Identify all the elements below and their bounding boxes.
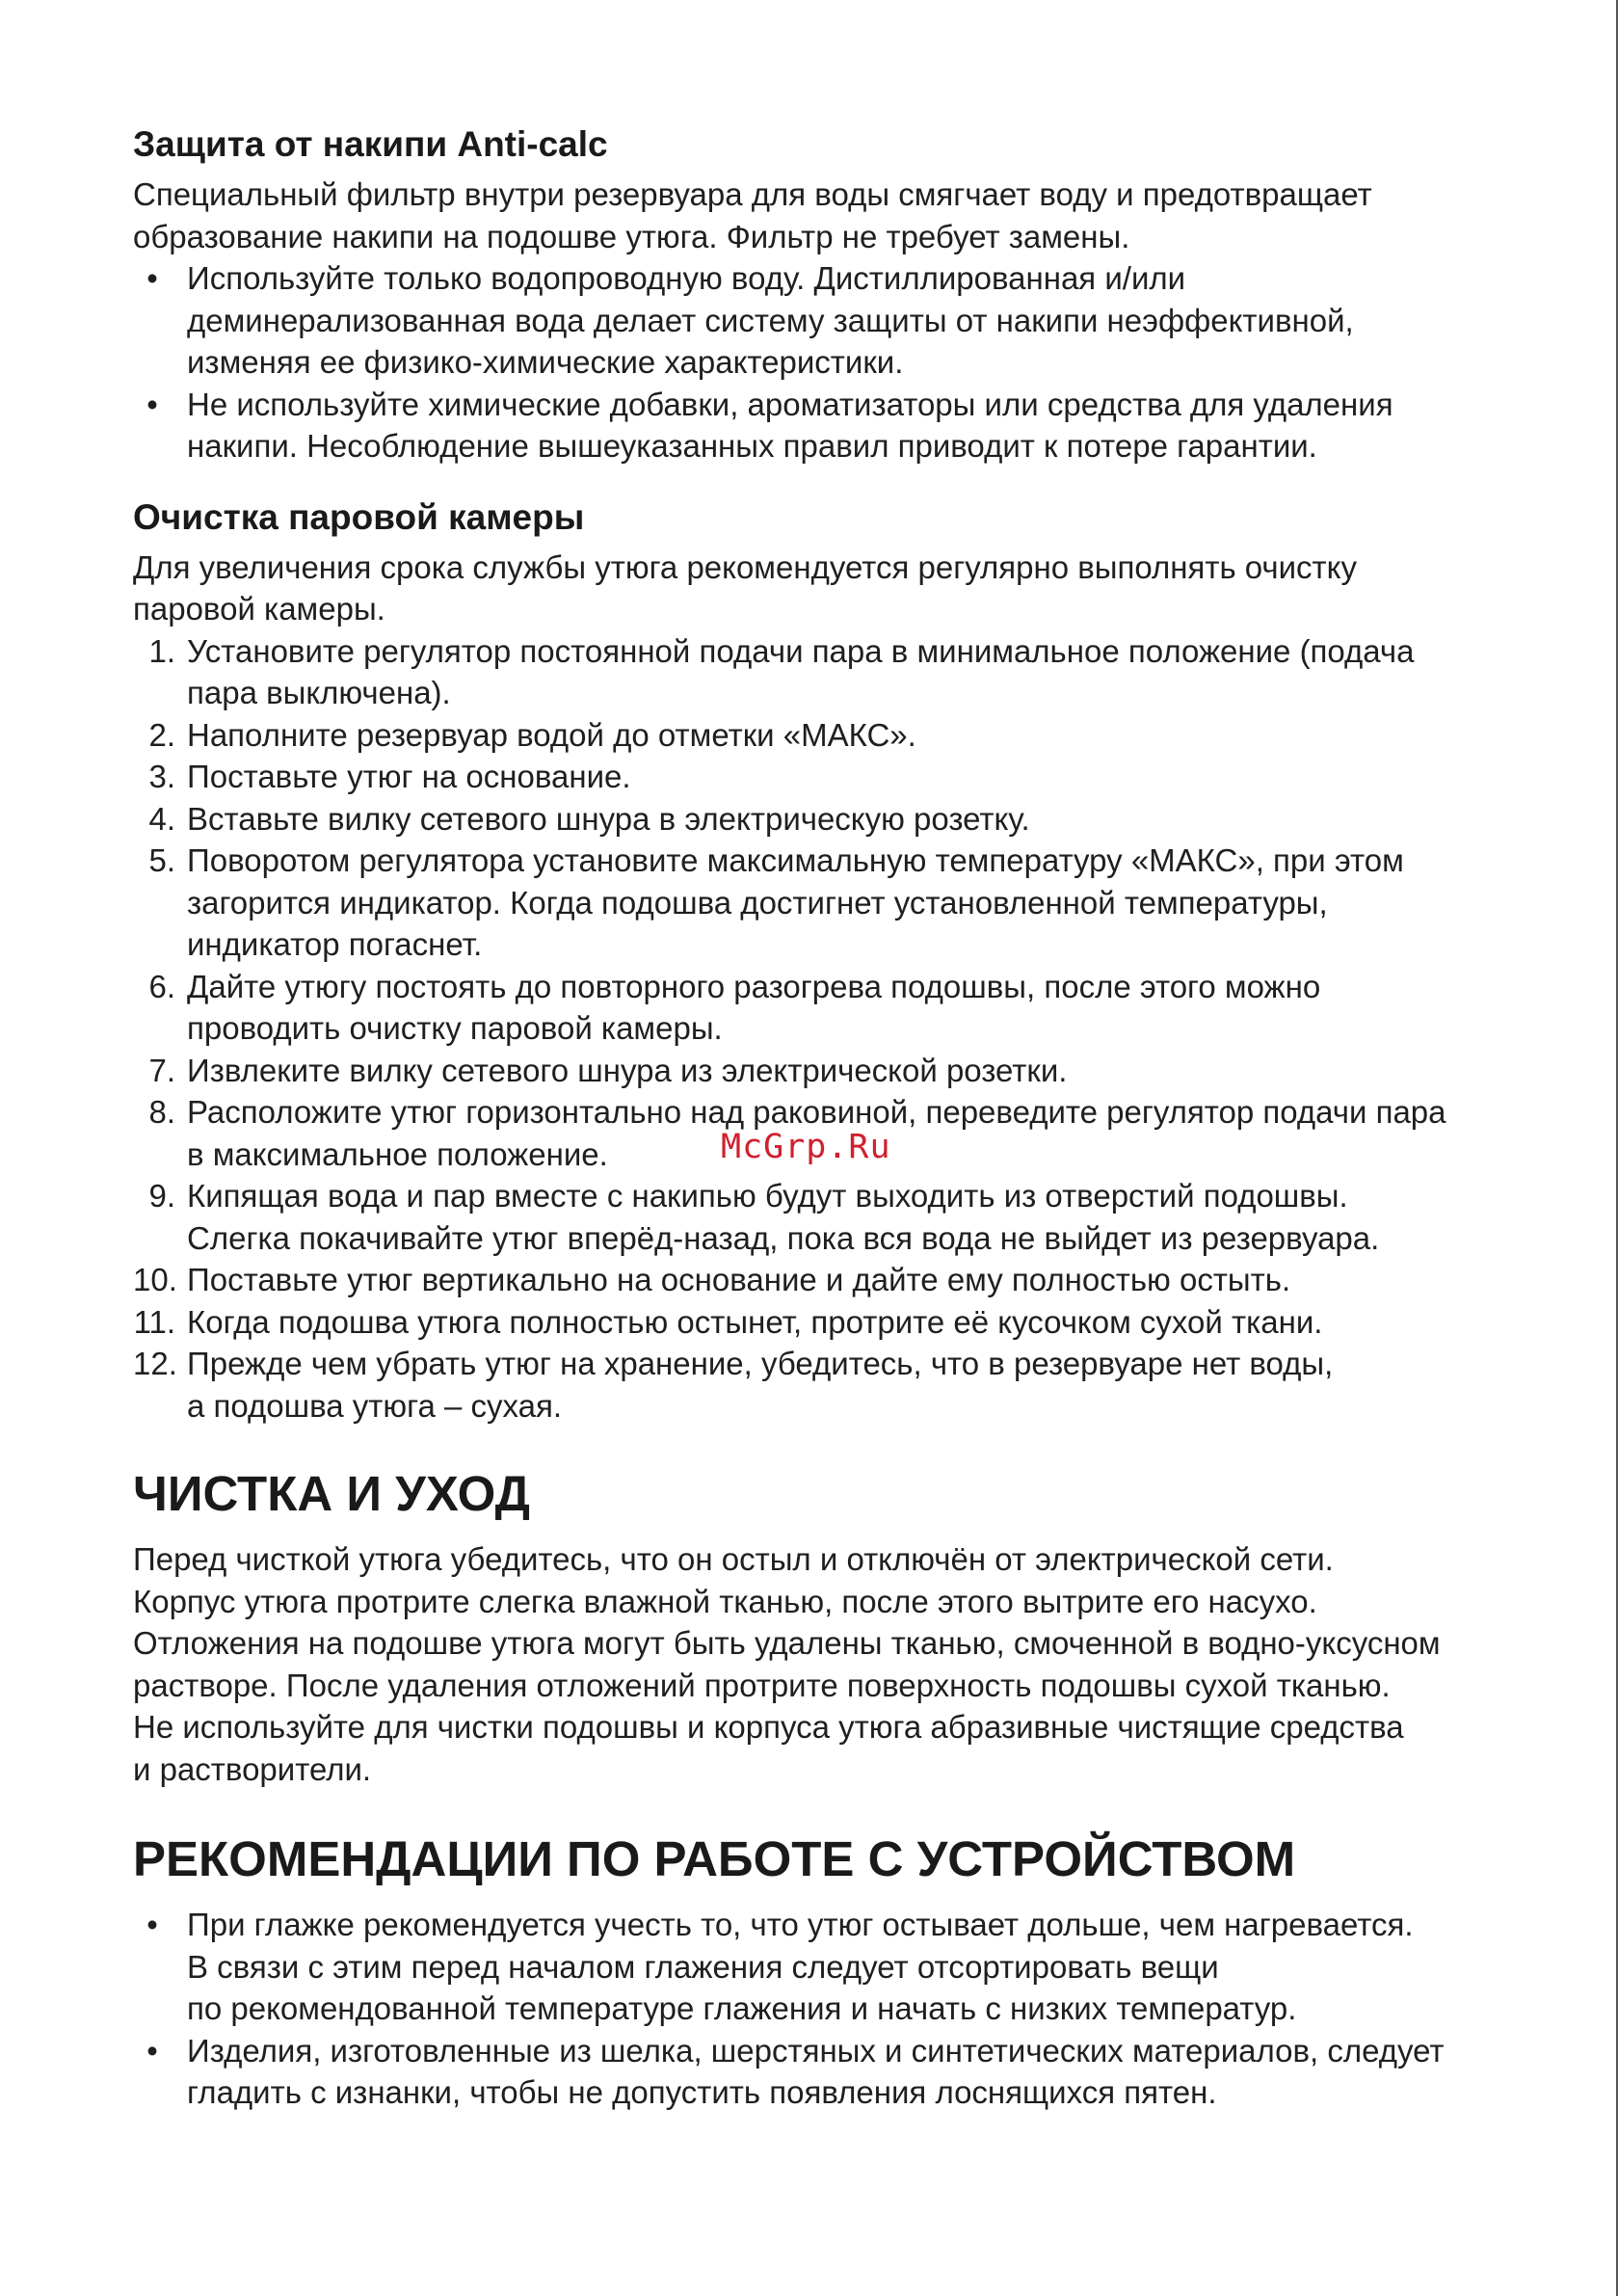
text-line: Прежде чем убрать утюг на хранение, убедитесь, что в резервуаре нет воды, [187,1346,1334,1381]
list-item [133,966,1501,1050]
text-line: Расположите утюг горизонтально над раковиной, переведите регулятор подачи пара [187,1094,1446,1130]
text-line: Поставьте утюг на основание. [187,759,631,794]
care-text [133,1538,1501,1790]
step-number: 1. [148,632,175,669]
list-item [133,2030,1501,2114]
list-item [133,1175,1501,1259]
step-number: 12. [133,1346,177,1381]
text-line: Корпус утюга протрите слегка влажной тканью, после этого вытрите его насухо. [133,1583,1317,1619]
watermark: McGrp.Ru [721,1128,891,1166]
anticalc-intro [133,174,1501,257]
step-number: 5. [148,842,175,878]
text-line: Дайте утюгу постоять до повторного разогрева подошвы, после этого можно [187,968,1321,1004]
text-line: загорится индикатор. Когда подошва достигнет установленной температуры, [187,884,1328,921]
text-line: Отложения на подошве утюга могут быть удалены тканью, смоченной в водно-уксусном [133,1625,1441,1661]
bullet-marker: • [146,2032,158,2069]
steam-cleaning-section [133,496,1501,1428]
list-item [133,1301,1501,1344]
text-line: изменяя ее физико-химические характеристики. [187,344,904,380]
steam-cleaning-intro [133,547,1501,630]
text-line: проводить очистку паровой камеры. [187,1010,723,1046]
text-line: Специальный фильтр внутри резервуара для воды смягчает воду и предотвращает [133,176,1372,212]
text-line: Для увеличения срока службы утюга рекомендуется регулярно выполнять очистку [133,548,1357,585]
step-number: 2. [148,716,175,753]
list-item [133,1259,1501,1301]
text-line: образование накипи на подошве утюга. Фильтр не требует замены. [133,218,1130,254]
list-item [133,1904,1501,2030]
steam-cleaning-steps [133,630,1501,1428]
care-section [133,1465,1501,1790]
text-line: Извлеките вилку сетевого шнура из электрической розетки. [187,1052,1068,1088]
text-line: гладить с изнанки, чтобы не допустить появления лоснящихся пятен. [187,2074,1217,2110]
step-number: 8. [148,1094,175,1130]
anticalc-section [133,123,1501,467]
text-line: Поставьте утюг вертикально на основание и дайте ему полностью остыть. [187,1262,1291,1297]
anticalc-bullet-list [133,257,1501,467]
list-item [133,1343,1501,1427]
step-number: 10. [133,1262,177,1297]
text-line: Перед чисткой утюга убедитесь, что он остыл и отключён от электрической сети. [133,1541,1334,1577]
recommendations-section [133,1830,1501,2114]
text-line: в максимальное положение. [187,1135,608,1172]
text-line: Кипящая вода и пар вместе с накипью будут выходить из отверстий подошвы. [187,1178,1348,1214]
text-line: Поворотом регулятора установите максимальную температуру «МАКС», при этом [187,842,1404,878]
text-line: пара выключена). [187,675,451,710]
step-number: 4. [148,800,175,837]
step-number: 9. [148,1178,175,1214]
text-line: Используйте только водопроводную воду. Дистиллированная и/или [187,260,1186,296]
list-item [133,630,1501,714]
text-line: При глажке рекомендуется учесть то, что утюг остывает дольше, чем нагревается. [187,1907,1414,1942]
text-line: по рекомендованной температуре глажения и начать с низких температур. [187,1990,1297,2026]
text-line: Не используйте химические добавки, ароматизаторы или средства для удаления [187,386,1393,422]
list-item [133,798,1501,841]
step-number: 7. [148,1052,175,1088]
text-line: а подошва утюга – сухая. [187,1387,563,1424]
text-line: деминерализованная вода делает систему защиты от накипи неэффективной, [187,302,1354,338]
text-line: Не используйте для чистки подошвы и корпуса утюга абразивные чистящие средства [133,1709,1404,1745]
text-line: растворе. После удаления отложений протрите поверхность подошвы сухой тканью. [133,1667,1391,1703]
recommendations-bullet-list [133,1904,1501,2114]
text-line: индикатор погаснет. [187,926,483,962]
list-item [133,840,1501,966]
list-item [133,257,1501,384]
bullet-marker: • [146,386,158,422]
text-line: накипи. Несоблюдение вышеуказанных правил приводит к потере гарантии. [187,428,1317,464]
list-item [133,384,1501,467]
manual-page [133,123,1501,2114]
steam-cleaning-heading: Очистка паровой камеры [133,496,585,537]
step-number: 11. [133,1303,175,1340]
list-item [133,714,1501,757]
care-title: ЧИСТКА И УХОД [133,1466,530,1521]
list-item [133,756,1501,798]
text-line: Вставьте вилку сетевого шнура в электрическую розетку. [187,800,1030,837]
recommendations-title: РЕКОМЕНДАЦИИ ПО РАБОТЕ С УСТРОЙСТВОМ [133,1831,1296,1886]
bullet-marker: • [146,1907,158,1942]
step-number: 6. [148,968,175,1004]
list-item [133,1050,1501,1092]
text-line: Установите регулятор постоянной подачи пара в минимальное положение (подача [187,632,1415,669]
text-line: Слегка покачивайте утюг вперёд-назад, пока вся вода не выйдет из резервуара. [187,1219,1380,1256]
text-line: и растворители. [133,1750,372,1787]
text-line: паровой камеры. [133,591,385,627]
step-number: 3. [148,759,175,794]
text-line: В связи с этим перед началом глажения следует отсортировать вещи [187,1948,1219,1985]
text-line: Изделия, изготовленные из шелка, шерстяных и синтетических материалов, следует [187,2032,1445,2069]
text-line: Наполните резервуар водой до отметки «МАКС». [187,716,916,753]
text-line: Когда подошва утюга полностью остынет, протрите её кусочком сухой ткани. [187,1303,1323,1340]
anticalc-heading: Защита от накипи Anti-calc [133,124,608,164]
bullet-marker: • [146,260,158,296]
